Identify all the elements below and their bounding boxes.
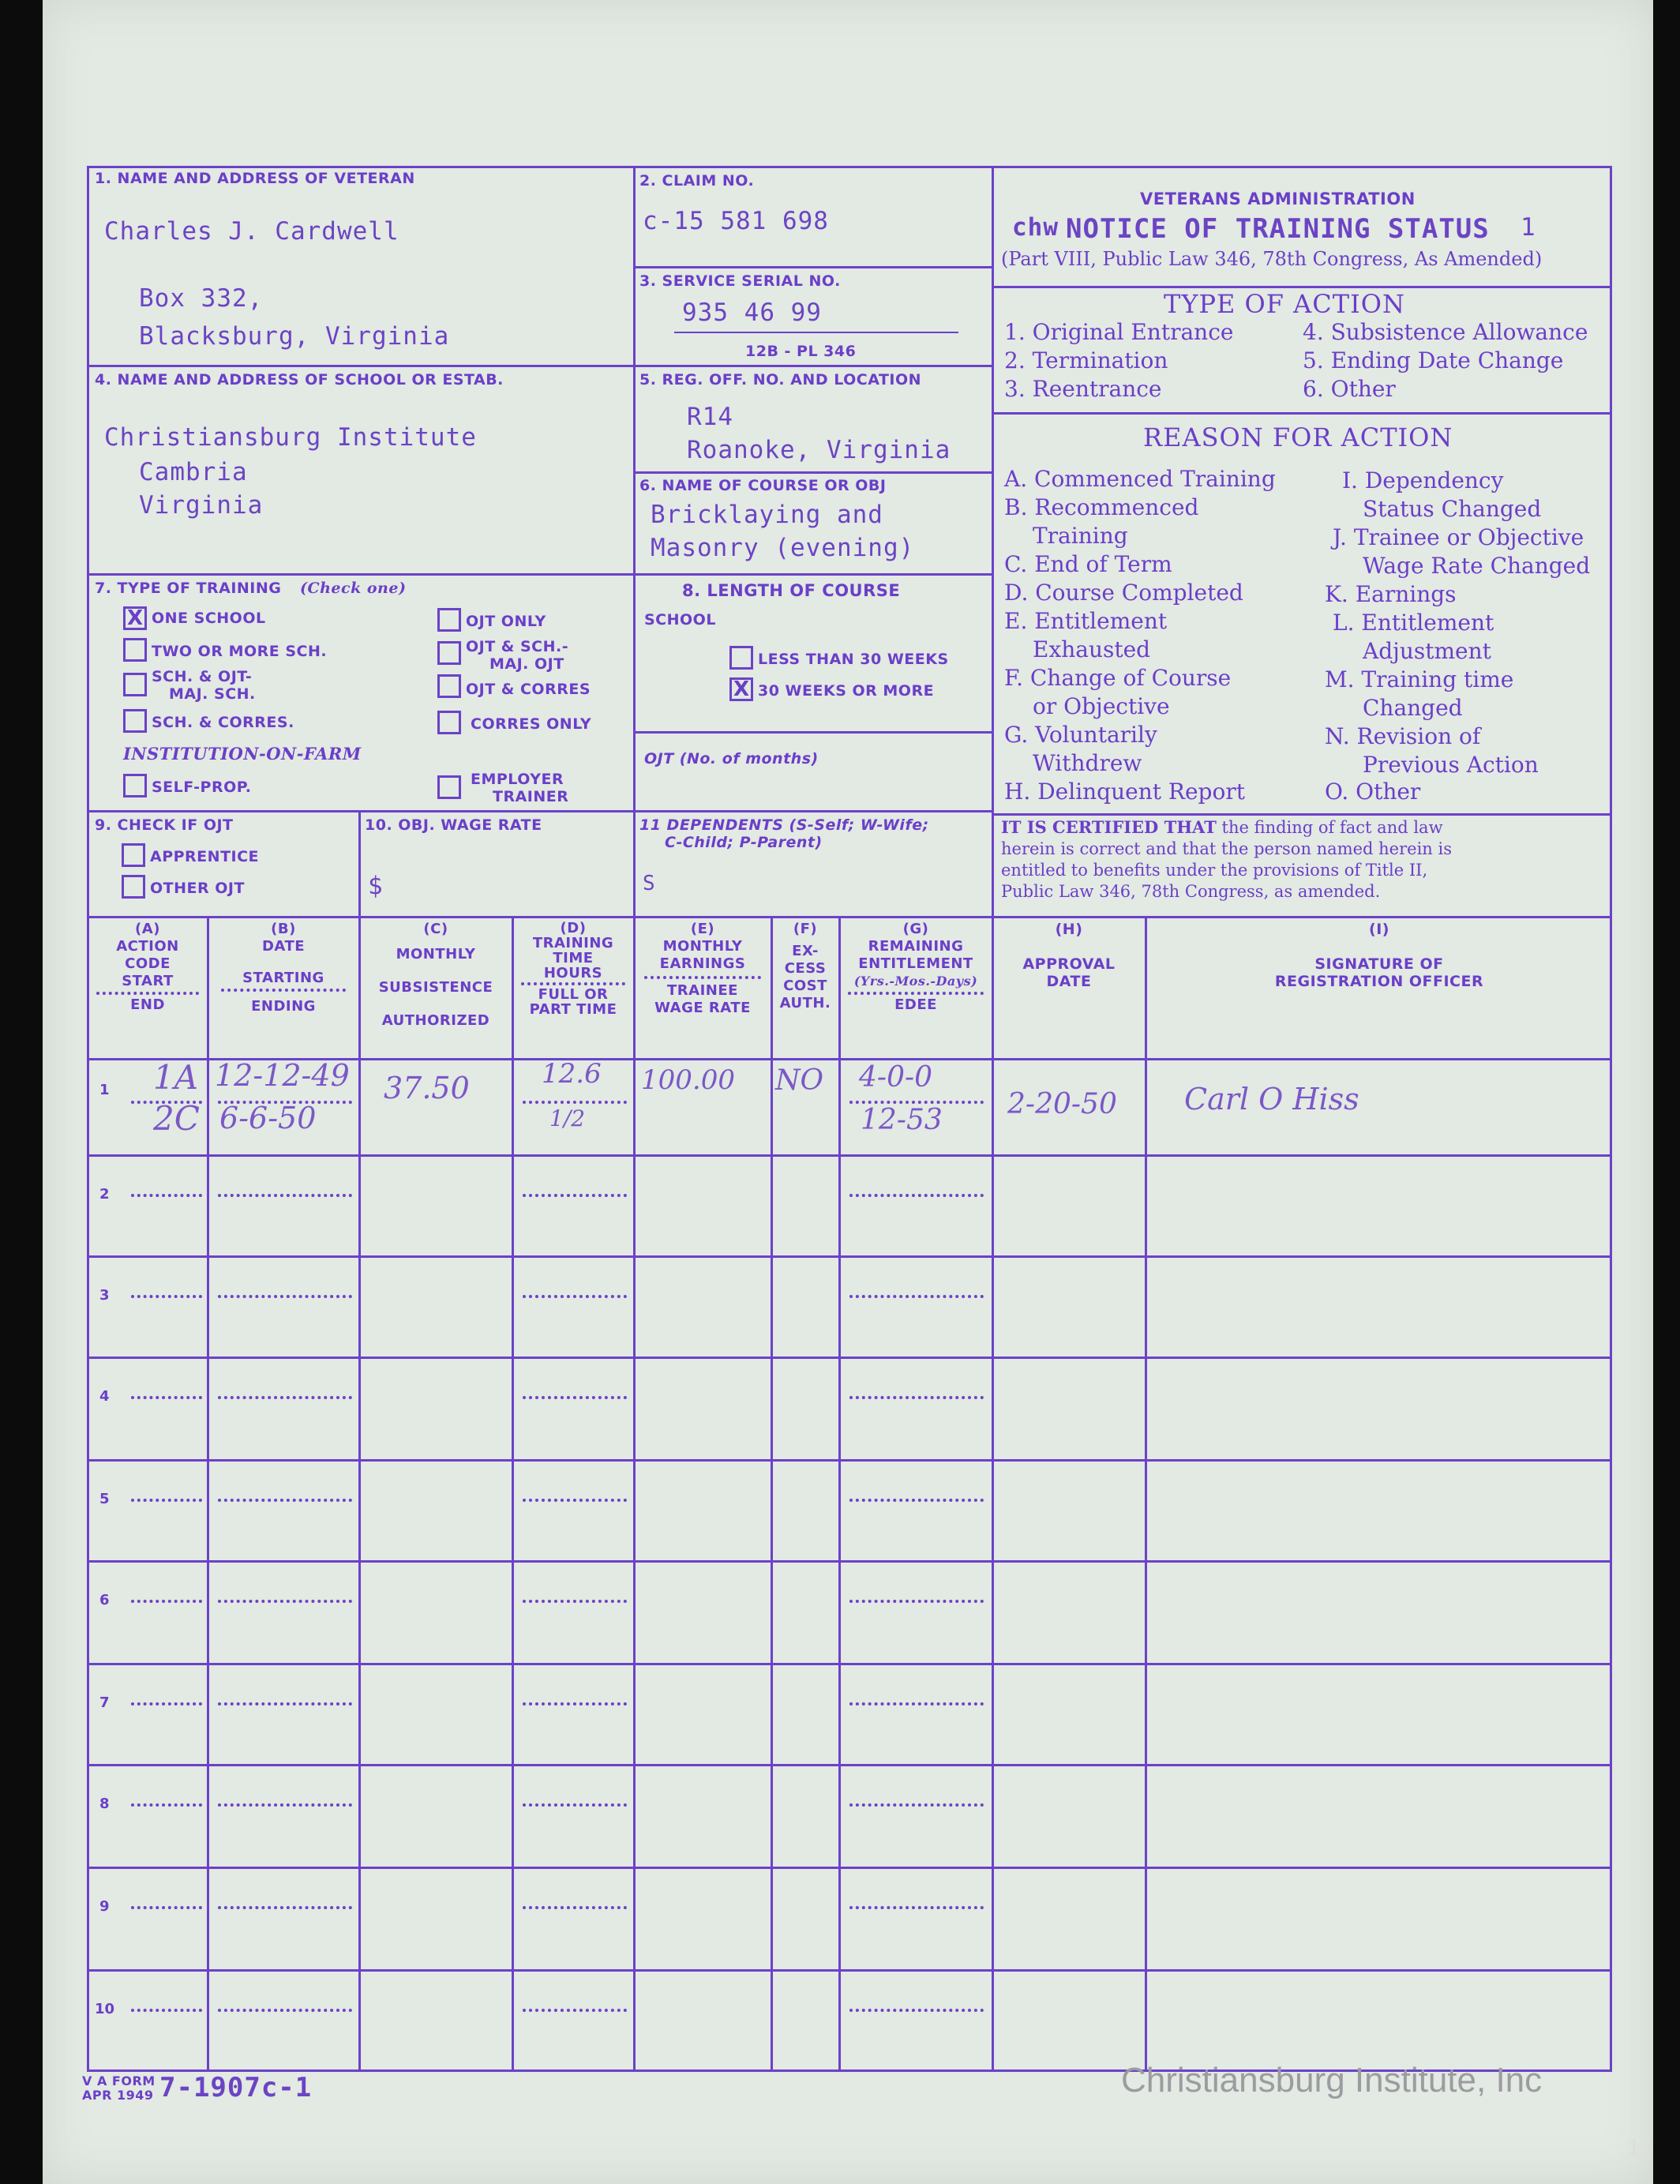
ojt-and-school-label: OJT & SCH.-: [466, 638, 569, 655]
veteran-address-line-1: Box 332,: [139, 284, 264, 313]
reason-item: I. Dependency: [1342, 467, 1504, 493]
reason-item: or Objective: [1033, 693, 1170, 719]
less-than-30-weeks-label: LESS THAN 30 WEEKS: [758, 651, 949, 668]
reason-item: D. Course Completed: [1004, 580, 1243, 606]
field-9-label: 9. CHECK IF OJT: [95, 816, 234, 834]
action-item: 3. Reentrance: [1004, 376, 1162, 402]
registration-officer-signature: Carl O Hiss: [1184, 1082, 1359, 1116]
reason-item: Status Changed: [1363, 496, 1542, 522]
field-11-label-2: C-Child; P-Parent): [665, 834, 823, 851]
apprentice-checkbox[interactable]: [122, 843, 145, 867]
school-address-line-2: Virginia: [139, 491, 264, 520]
action-item: 2. Termination: [1004, 347, 1168, 373]
type-of-action-heading: TYPE OF ACTION: [1164, 289, 1405, 319]
field-3-label: 3. SERVICE SERIAL NO.: [639, 272, 841, 290]
field-11-label: 11 DEPENDENTS (S-Self; W-Wife;: [639, 816, 929, 834]
column-h-header: (H) APPROVAL DATE: [1022, 921, 1116, 990]
reason-item: Adjustment: [1363, 638, 1491, 664]
column-d-header: (D) TRAINING TIME HOURS FULL OR PART TIME: [515, 921, 632, 1017]
ojt-and-school-label-2: MAJ. OJT: [489, 655, 564, 673]
veteran-name: Charles J. Cardwell: [104, 217, 399, 246]
reason-item: Exhausted: [1033, 636, 1151, 662]
course-name-line-1: Bricklaying and: [651, 501, 883, 529]
form-sheet: [43, 0, 1653, 2184]
remaining-entitlement: 4-0-0: [859, 1061, 933, 1094]
column-c-header: (C) MONTHLY SUBSISTENCE AUTHORIZED: [378, 921, 493, 1029]
dollar-sign: $: [368, 872, 384, 900]
reason-for-action-heading: REASON FOR ACTION: [1143, 422, 1453, 452]
reason-item: Wage Rate Changed: [1363, 553, 1591, 579]
ojt-months-label: OJT (No. of months): [644, 750, 819, 767]
column-e-header: (E) MONTHLY EARNINGS TRAINEE WAGE RATE: [636, 921, 769, 1017]
reason-item: A. Commenced Training: [1004, 466, 1276, 492]
reason-item: Training: [1033, 523, 1128, 549]
edge-mark: 1: [1627, 2137, 1641, 2160]
school-and-corres-label: SCH. & CORRES.: [152, 714, 294, 731]
row-number: 1: [99, 1082, 110, 1098]
service-serial-number: 935 46 99: [682, 298, 822, 327]
form-subtitle: (Part VIII, Public Law 346, 78th Congress, As Amended): [1001, 248, 1543, 270]
va-form-label: V A FORM: [82, 2073, 156, 2088]
public-law-label: 12B - PL 346: [745, 343, 857, 360]
field-5-label: 5. REG. OFF. NO. AND LOCATION: [639, 371, 922, 388]
corres-only-checkbox[interactable]: [437, 711, 461, 734]
part-time-fraction: 1/2: [549, 1105, 586, 1131]
two-or-more-schools-label: TWO OR MORE SCH.: [152, 643, 328, 660]
self-prop-label: SELF-PROP.: [152, 779, 252, 796]
row-number: 5: [99, 1491, 110, 1507]
reason-item: G. Voluntarily: [1004, 722, 1157, 748]
reason-item: O. Other: [1325, 779, 1421, 805]
date-ending: 6-6-50: [219, 1101, 317, 1135]
reason-item: Withdrew: [1033, 750, 1142, 776]
action-item: 1. Original Entrance: [1004, 319, 1234, 345]
ojt-and-corres-checkbox[interactable]: [437, 674, 461, 698]
dependents-s: S: [643, 872, 656, 895]
other-ojt-label: OTHER OJT: [150, 880, 245, 897]
school-and-ojt-label: SCH. & OJT-: [152, 668, 253, 685]
reason-item: M. Training time: [1325, 666, 1514, 692]
action-item: 6. Other: [1303, 376, 1396, 402]
ojt-only-checkbox[interactable]: [437, 608, 461, 632]
certification-lead: IT IS CERTIFIED THAT: [1001, 817, 1217, 837]
reason-item: J. Trainee or Objective: [1333, 524, 1584, 550]
form-number: 7-1907c-1: [159, 2072, 313, 2103]
one-school-checkbox[interactable]: X: [123, 606, 147, 630]
approval-date: 2-20-50: [1007, 1088, 1117, 1120]
two-or-more-schools-checkbox[interactable]: [123, 638, 147, 662]
regional-office-location: Roanoke, Virginia: [687, 436, 951, 464]
less-than-30-weeks-checkbox[interactable]: [729, 646, 753, 670]
field-4-label: 4. NAME AND ADDRESS OF SCHOOL OR ESTAB.: [95, 371, 504, 388]
school-and-corres-checkbox[interactable]: [123, 709, 147, 733]
form-title: NOTICE OF TRAINING STATUS: [1066, 213, 1490, 245]
other-ojt-checkbox[interactable]: [122, 875, 145, 899]
archive-watermark: Christiansburg Institute, Inc: [1121, 2061, 1543, 2100]
monthly-subsistence: 37.50: [384, 1071, 470, 1105]
corres-only-label: CORRES ONLY: [471, 715, 592, 733]
title-prefix: chw: [1012, 213, 1059, 242]
reason-item: E. Entitlement: [1004, 608, 1168, 634]
30-weeks-or-more-checkbox[interactable]: X: [729, 677, 753, 701]
row-number: 2: [99, 1186, 110, 1203]
agency-name: VETERANS ADMINISTRATION: [1140, 190, 1416, 208]
action-code-end: 2C: [153, 1099, 200, 1138]
column-b-header: (B) DATE STARTING ENDING: [210, 921, 357, 1015]
certification-text: IT IS CERTIFIED THAT the finding of fact and law herein is correct and that the person named herein is entitled to benefits under the provisions of Title II, Public Law 346, 78th Congress, as amended.: [1001, 817, 1452, 901]
action-item: 5. Ending Date Change: [1303, 347, 1564, 373]
field-8-label: 8. LENGTH OF COURSE: [682, 581, 901, 600]
school-and-ojt-checkbox[interactable]: [123, 673, 147, 696]
institution-on-farm-label: INSTITUTION-ON-FARM: [123, 744, 362, 764]
reason-item: F. Change of Course: [1004, 665, 1232, 691]
school-length-label: SCHOOL: [644, 611, 716, 629]
reason-item: C. End of Term: [1004, 551, 1172, 577]
self-prop-checkbox[interactable]: [123, 774, 147, 797]
training-hours: 12.6: [542, 1058, 602, 1090]
column-a-header: (A) ACTION CODE START END: [90, 921, 205, 1014]
date-starting: 12-12-49: [215, 1058, 350, 1093]
monthly-earnings: 100.00: [641, 1064, 735, 1096]
reason-item: Changed: [1363, 695, 1463, 721]
action-code-start: 1A: [153, 1058, 199, 1097]
course-name-line-2: Masonry (evening): [651, 534, 915, 562]
row-number: 3: [99, 1287, 110, 1304]
excess-cost: NO: [775, 1064, 824, 1097]
copy-number: 1: [1521, 213, 1536, 242]
30-weeks-or-more-label: 30 WEEKS OR MORE: [758, 682, 935, 700]
ojt-only-label: OJT ONLY: [466, 613, 546, 630]
employer-trainer-label: EMPLOYER: [471, 771, 564, 788]
action-item: 4. Subsistence Allowance: [1303, 319, 1588, 345]
veteran-address-line-2: Blacksburg, Virginia: [139, 322, 450, 351]
reason-item: H. Delinquent Report: [1004, 779, 1245, 805]
field-7-instruction: (Check one): [300, 580, 407, 597]
column-i-header: (I) SIGNATURE OF REGISTRATION OFFICER: [1274, 921, 1484, 990]
school-and-ojt-label-2: MAJ. SCH.: [169, 685, 256, 703]
row-number: 10: [95, 2001, 115, 2017]
va-form-date: APR 1949: [82, 2088, 154, 2103]
edee: 12-53: [861, 1104, 943, 1136]
school-name: Christiansburg Institute: [104, 423, 477, 452]
regional-office-number: R14: [687, 403, 733, 431]
row-number: 6: [99, 1592, 110, 1608]
reason-item: B. Recommenced: [1004, 494, 1199, 520]
reason-item: Previous Action: [1363, 752, 1539, 778]
claim-number: c-15 581 698: [643, 207, 829, 235]
field-10-label: 10. OBJ. WAGE RATE: [365, 816, 542, 834]
one-school-label: ONE SCHOOL: [152, 610, 266, 627]
reason-item: K. Earnings: [1325, 581, 1457, 607]
ojt-and-school-checkbox[interactable]: [437, 641, 461, 665]
school-address-line-1: Cambria: [139, 458, 248, 486]
row-number: 8: [99, 1796, 110, 1812]
column-f-header: (F) EX- CESS COST AUTH.: [779, 921, 831, 1011]
row-number: 4: [99, 1388, 110, 1405]
row-number: 9: [99, 1898, 110, 1915]
column-g-header: (G) REMAINING ENTITLEMENT (Yrs.-Mos.-Days) EDEE: [842, 921, 990, 1014]
ojt-and-corres-label: OJT & CORRES: [466, 681, 591, 698]
field-6-label: 6. NAME OF COURSE OR OBJ: [639, 477, 887, 494]
field-2-label: 2. CLAIM NO.: [639, 172, 755, 190]
employer-trainer-checkbox[interactable]: [437, 775, 461, 799]
field-7-label: 7. TYPE OF TRAINING: [95, 580, 282, 597]
row-number: 7: [99, 1694, 110, 1711]
field-1-label: 1. NAME AND ADDRESS OF VETERAN: [95, 170, 415, 187]
employer-trainer-label-2: TRAINER: [493, 788, 569, 805]
apprentice-label: APPRENTICE: [150, 848, 260, 865]
reason-item: N. Revision of: [1325, 723, 1481, 749]
reason-item: L. Entitlement: [1333, 610, 1494, 636]
